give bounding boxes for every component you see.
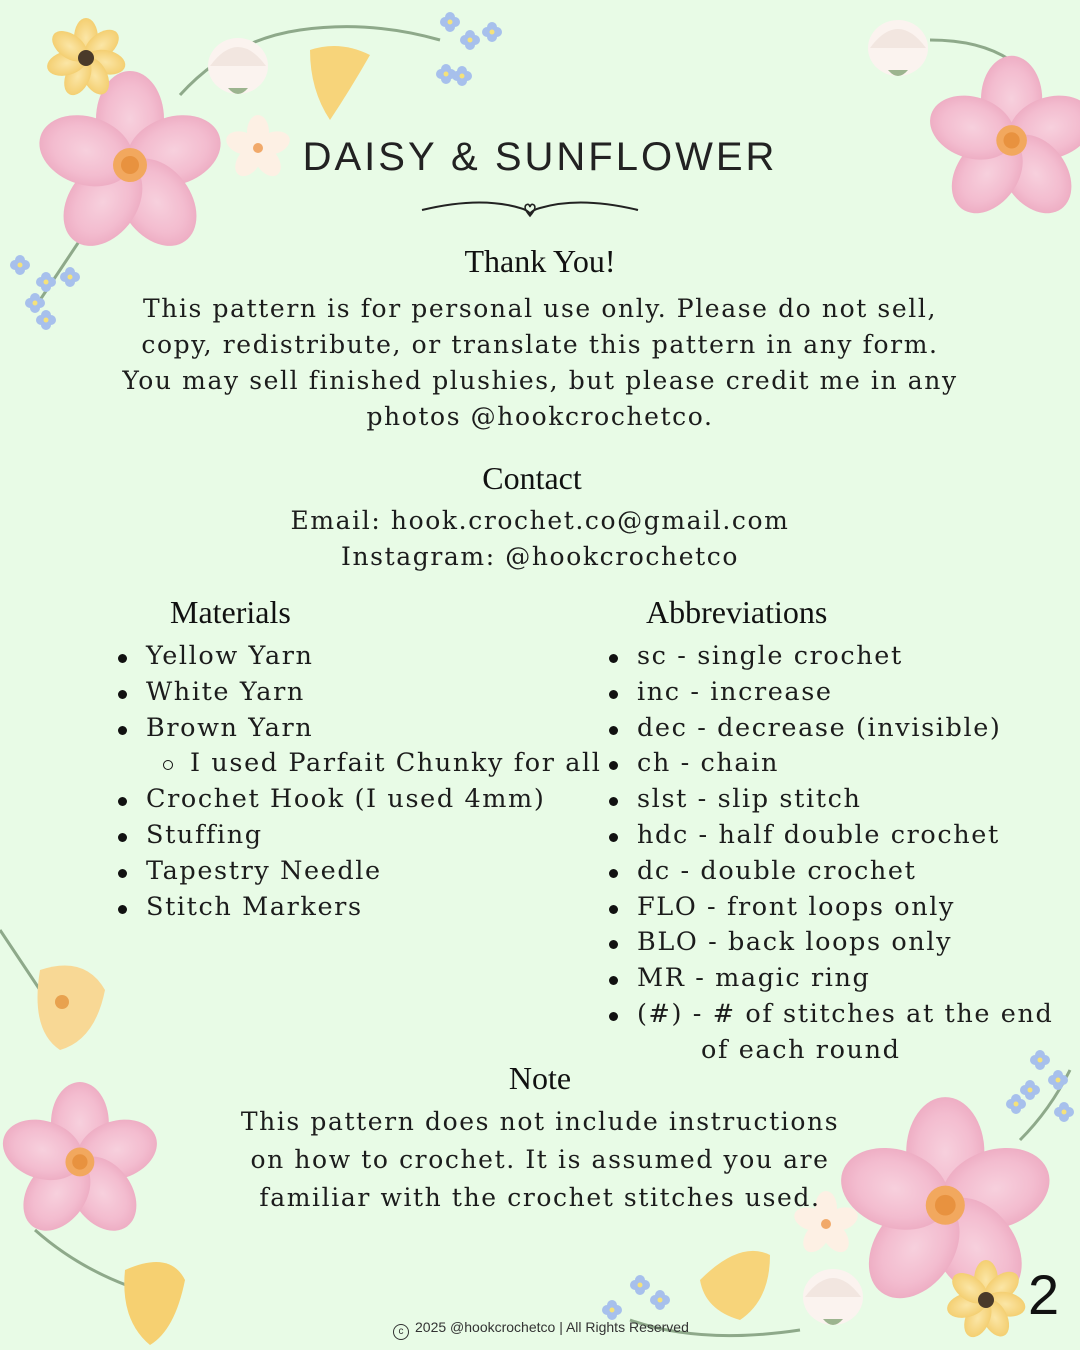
contact-instagram: Instagram: @hookcrochetco (340, 542, 740, 571)
list-item: dec - decrease (invisible) (609, 711, 1053, 747)
list-item: Stitch Markers (118, 890, 602, 926)
list-subitem: I used Parfait Chunky for all (118, 746, 602, 782)
thank-you-line: This pattern is for personal use only. Please do not sell, (142, 294, 937, 323)
abbreviations-heading: Abbreviations (646, 594, 828, 630)
thank-you-line: You may sell finished plushies, but please credit me in any (122, 366, 958, 395)
list-item: Stuffing (118, 818, 602, 854)
list-item: inc - increase (609, 675, 1053, 711)
contact-heading: Contact (482, 460, 582, 496)
list-item: Yellow Yarn (118, 639, 602, 675)
list-item: Tapestry Needle (118, 854, 602, 890)
abbreviations-list (609, 639, 1053, 1069)
note-line: familiar with the crochet stitches used. (259, 1183, 821, 1212)
list-item: hdc - half double crochet (609, 818, 1053, 854)
list-item: Brown Yarn (118, 711, 602, 747)
copyright-text: 2025 @hookcrochetco | All Rights Reserved (415, 1319, 689, 1335)
list-item: dc - double crochet (609, 854, 1053, 890)
list-item: Crochet Hook (I used 4mm) (118, 782, 602, 818)
page-title: DAISY & SUNFLOWER (302, 135, 778, 179)
thank-you-line: photos @hookcrochetco. (366, 402, 714, 431)
thank-you-line: copy, redistribute, or translate this pattern in any form. (141, 330, 939, 359)
list-item: White Yarn (118, 675, 602, 711)
copyright-icon: c (393, 1324, 409, 1340)
list-item: sc - single crochet (609, 639, 1053, 675)
copyright-footer (393, 1319, 689, 1340)
heart-divider-icon (420, 194, 640, 226)
note-line: This pattern does not include instructions (240, 1107, 840, 1136)
thank-you-heading: Thank You! (464, 243, 616, 279)
list-item: BLO - back loops only (609, 925, 1053, 961)
list-item: FLO - front loops only (609, 890, 1053, 926)
thank-you-text (100, 291, 980, 435)
list-item: ch - chain (609, 746, 1053, 782)
note-text (140, 1103, 940, 1217)
note-heading: Note (508, 1060, 572, 1096)
contact-email: Email: hook.crochet.co@gmail.com (290, 506, 790, 535)
page-number: 2 (1028, 1263, 1060, 1326)
materials-list (118, 639, 602, 925)
list-item: MR - magic ring (609, 961, 1053, 997)
list-item-continuation: of each round (701, 1034, 901, 1065)
materials-heading: Materials (170, 594, 291, 630)
contact-info (100, 503, 980, 575)
list-item: (#) - # of stitches at the end (609, 997, 1053, 1033)
list-item: slst - slip stitch (609, 782, 1053, 818)
note-line: on how to crochet. It is assumed you are (250, 1145, 830, 1174)
